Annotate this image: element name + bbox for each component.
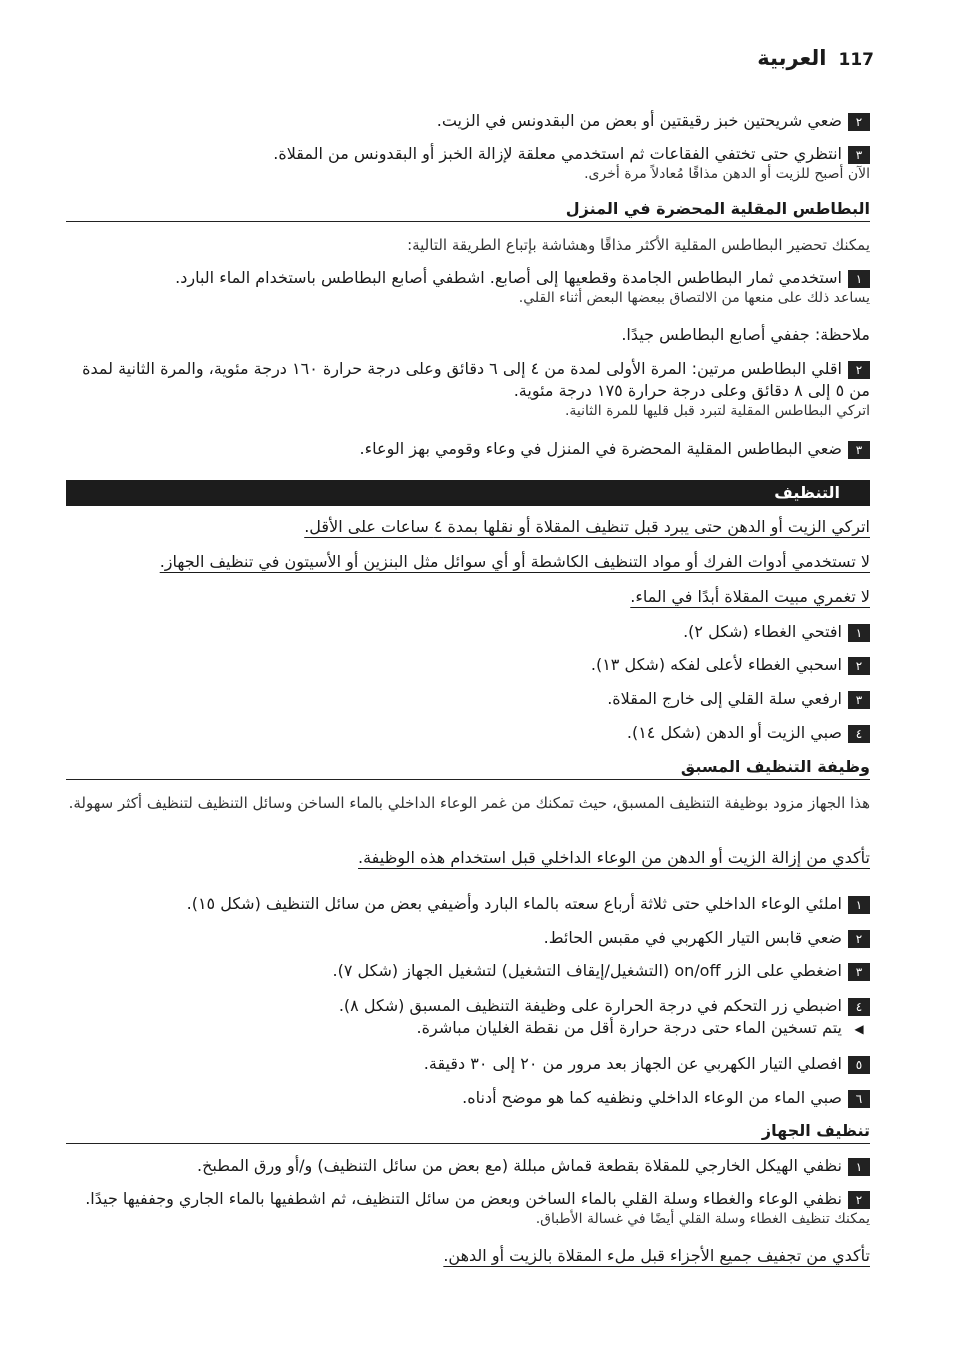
step-item xyxy=(70,927,870,949)
step-subtext: اتركي البطاطس المقلية لتبرد قبل قليها للمرة الثانية. xyxy=(564,403,870,419)
fries-intro: يمكنك تحضير البطاطس المقلية الأكثر مذاقًا وهشاشة بإتباع الطريقة التالية: xyxy=(407,236,870,254)
step-item xyxy=(70,960,870,982)
step-number: ٥ xyxy=(848,1056,870,1074)
step-number: ٣ xyxy=(848,691,870,709)
step-number: ٢ xyxy=(848,930,870,948)
step-subtext: يتم تسخين الماء حتى درجة حرارة أقل من نقطة الغليان مباشرة. xyxy=(416,1018,842,1037)
step-item xyxy=(70,143,870,183)
warning-text: تأكدي من إزالة الزيت أو الدهن من الوعاء الداخلي قبل استخدام هذه الوظيفة. xyxy=(358,848,870,867)
step-item xyxy=(70,267,870,307)
section-title-fries: البطاطس المقلية المحضرة في المنزل xyxy=(66,199,870,222)
step-text: املئي الوعاء الداخلي حتى ثلاثة أرباع سعته بالماء البارد وأضيفي بعض من سائل التنظيف (شكل ١٥). xyxy=(186,894,842,913)
warning-text: تأكدي من تجفيف جميع الأجزاء قبل ملء المقلاة بالزيت أو الدهن. xyxy=(443,1246,870,1265)
step-subtext: يساعد ذلك على منعها من الالتصاق ببعضها البعض أثناء القلي. xyxy=(518,290,870,306)
step-item xyxy=(70,722,870,744)
step-number: ١ xyxy=(848,896,870,914)
step-number: ٣ xyxy=(848,441,870,459)
step-number: ٤ xyxy=(848,725,870,743)
step-text: ضعي البطاطس المقلية المحضرة في المنزل في وعاء وقومي بهز الوعاء. xyxy=(359,439,842,458)
step-number: ١ xyxy=(848,270,870,288)
step-text: افصلي التيار الكهربي عن الجهاز بعد مرور من ٢٠ إلى ٣٠ دقيقة. xyxy=(423,1054,842,1073)
step-item xyxy=(66,358,870,420)
step-result-line xyxy=(70,1017,870,1040)
step-text: صبي الزيت أو الدهن (شكل ١٤). xyxy=(626,723,842,742)
fries-note: ملاحظة: جففي أصابع البطاطس جيدًا. xyxy=(621,325,870,344)
step-number: ٢ xyxy=(848,1191,870,1209)
step-text: نظفي الهيكل الخارجي للمقلاة بقطعة قماش مبللة (مع بعض من سائل التنظيف) و/أو ورق المطبخ. xyxy=(197,1156,842,1175)
section-bar-cleaning: التنظيف xyxy=(66,480,870,506)
warning-text: لا تغمري مبيت المقلاة أبدًا في الماء. xyxy=(630,587,870,606)
step-subtext: يمكنك تنظيف الغطاء وسلة القلي أيضًا في غسالة الأطباق. xyxy=(535,1211,870,1227)
step-item xyxy=(70,1053,870,1075)
page-number: 117 xyxy=(838,50,874,70)
step-item xyxy=(70,893,870,915)
language-title: العربية xyxy=(757,46,827,70)
step-text: ارفعي سلة القلي إلى خارج المقلاة. xyxy=(607,689,842,708)
step-item xyxy=(70,110,870,132)
step-item xyxy=(70,1087,870,1109)
step-number: ٢ xyxy=(848,657,870,675)
step-number: ٦ xyxy=(848,1090,870,1108)
step-text: اضغطي على الزر on/off (التشغيل/إيقاف التشغيل) لتشغيل الجهاز (شكل ٧). xyxy=(332,961,842,980)
warning-text: اتركي الزيت أو الدهن حتى يبرد قبل تنظيف المقلاة أو نقلها بمدة ٤ ساعات على الأقل. xyxy=(304,517,870,536)
step-text: افتحي الغطاء (شكل ٢). xyxy=(683,622,842,641)
step-text: انتظري حتى تختفي الفقاعات ثم استخدمي معلقة لإزالة الخبز أو البقدونس من المقلاة. xyxy=(273,144,842,163)
step-number: ١ xyxy=(848,1158,870,1176)
step-number: ٢ xyxy=(848,113,870,131)
section-title-preclean: وظيفة التنظيف المسبق xyxy=(66,757,870,780)
step-text: صبي الماء من الوعاء الداخلي ونظفيه كما هو موضح أدناه. xyxy=(462,1088,842,1107)
step-item xyxy=(70,621,870,643)
step-text: اضبطي زر التحكم في درجة الحرارة على وظيفة التنظيف المسبق (شكل ٨). xyxy=(338,996,842,1015)
section-title-device-clean: تنظيف الجهاز xyxy=(66,1121,870,1144)
step-text: نظفي الوعاء والغطاء وسلة القلي بالماء الساخن وبعض من سائل التنظيف، ثم اشطفيها بالماء الجاري وجففيها جيدًا. xyxy=(85,1189,842,1208)
warning-text: لا تستخدمي أدوات الفرك أو مواد التنظيف الكاشطة أو أي سوائل مثل البنزين أو الأسيتون في تنظيف الجهاز. xyxy=(159,552,870,571)
step-item xyxy=(66,1188,870,1228)
step-item xyxy=(70,654,870,676)
step-number: ٤ xyxy=(848,998,870,1016)
result-bullet-icon: ◀ xyxy=(854,1022,864,1036)
page-header xyxy=(757,46,874,70)
step-text: ضعي شريحتين خبز رقيقتين أو بعض من البقدونس في الزيت. xyxy=(436,111,842,130)
step-item xyxy=(70,438,870,460)
step-text: اقلي البطاطس مرتين: المرة الأولى لمدة من ٤ إلى ٦ دقائق وعلى درجة حرارة ١٦٠ درجة مئوية، والمرة الثانية لمدة من ٥ إلى ٨ دقائق وعلى درجة حرارة ١٧٥ درجة مئوية. xyxy=(82,359,870,400)
step-text: اسحبي الغطاء لأعلى لفكه (شكل ١٣). xyxy=(590,655,842,674)
step-subtext: الآن أصبح للزيت أو الدهن مذاقًا مُعادلاً مرة أخرى. xyxy=(584,166,870,182)
step-text: ضعي قابس التيار الكهربي في مقبس الحائط. xyxy=(543,928,842,947)
step-number: ٣ xyxy=(848,963,870,981)
step-item xyxy=(70,1155,870,1177)
step-number: ٣ xyxy=(848,146,870,164)
step-item xyxy=(70,995,870,1040)
step-text: استخدمي ثمار البطاطس الجامدة وقطعيها إلى أصابع. اشطفي أصابع البطاطس باستخدام الماء البارد. xyxy=(175,268,842,287)
preclean-intro: هذا الجهاز مزود بوظيفة التنظيف المسبق، حيث تمكنك من غمر الوعاء الداخلي بالماء الساخن وسائل التنظيف لتنظيف أكثر سهولة. xyxy=(68,794,870,812)
step-number: ٢ xyxy=(848,361,870,379)
step-item xyxy=(70,688,870,710)
step-number: ١ xyxy=(848,624,870,642)
